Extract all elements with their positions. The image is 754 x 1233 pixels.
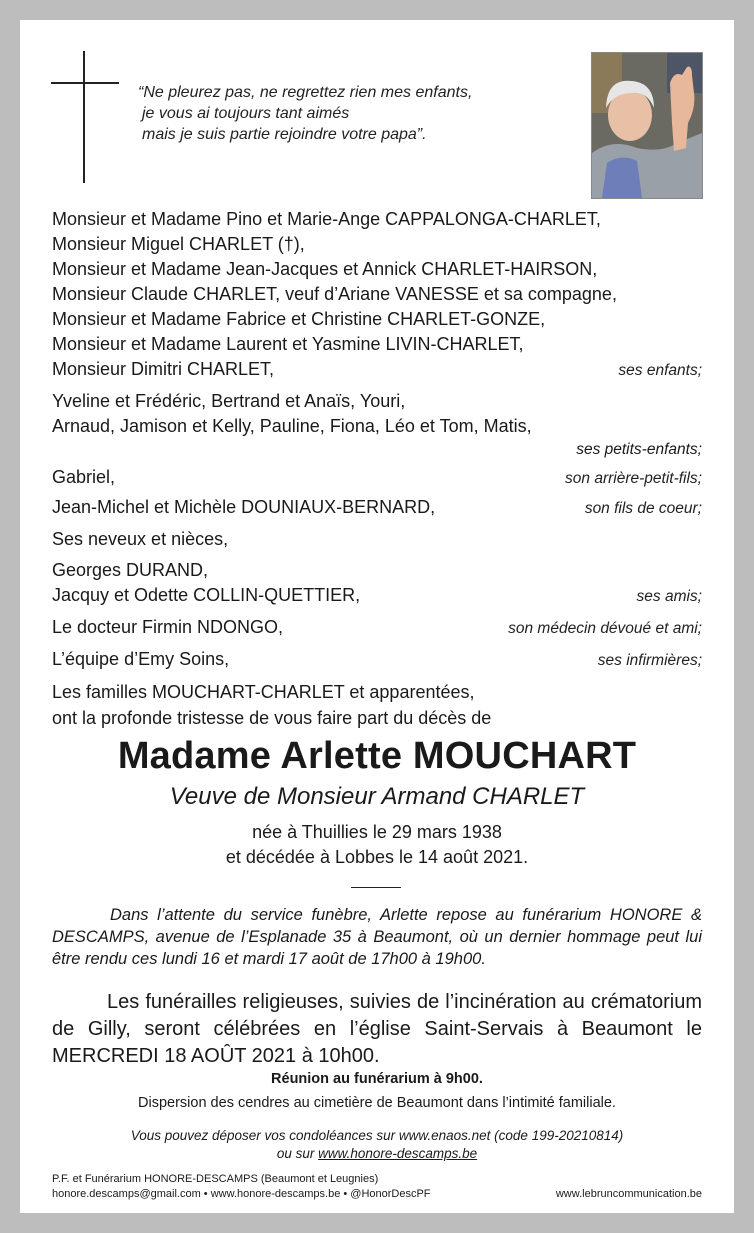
list-item: Monsieur Miguel CHARLET (†), xyxy=(52,234,305,254)
list-item: Monsieur et Madame Pino et Marie-Ange CAPPALONGA-CHARLET, xyxy=(52,209,601,229)
list-item: Jean-Michel et Michèle DOUNIAUX-BERNARD, son fils de coeur; xyxy=(52,495,702,521)
list-item: Monsieur et Madame Jean-Jacques et Annick CHARLET-HAIRSON, xyxy=(52,259,598,279)
role-label: ses infirmières; xyxy=(597,652,702,669)
list-item: Monsieur et Madame Fabrice et Christine CHARLET-GONZE, xyxy=(52,309,546,329)
family-list xyxy=(52,207,702,731)
obituary-card xyxy=(20,20,734,1213)
viewing-paragraph: Dans l’attente du service funèbre, Arlette repose au funérarium HONORE & DESCAMPS, avenue de l’Esplanade 35 à Beaumont, où un dernier hommage peut lui être rendu ces lundi 16 et mardi 17 août de 17h00 à 19h00. xyxy=(52,906,702,968)
list-item: Yveline et Frédéric, Bertrand et Anaïs, Youri, xyxy=(52,391,406,411)
portrait-photo xyxy=(591,52,703,199)
list-item: Monsieur Claude CHARLET, veuf d’Ariane VANESSE et sa compagne, xyxy=(52,284,617,304)
service-paragraph: Les funérailles religieuses, suivies de l’incinération au crématorium de Gilly, seront célébrées en l’église Saint-Servais à Beaumont le MERCREDI 18 AOÛT 2021 à 10h00. xyxy=(52,991,702,1067)
birth-line: née à Thuillies le 29 mars 1938 xyxy=(252,822,502,842)
quote-line: je vous ai toujours tant aimés xyxy=(142,105,350,122)
death-line: et décédée à Lobbes le 14 août 2021. xyxy=(225,847,529,867)
list-item: Jacquy et Odette COLLIN-QUETTIER, ses amis; xyxy=(52,583,702,609)
footer-credit: www.lebruncommunication.be xyxy=(555,1188,702,1200)
list-item: L’équipe d’Emy Soins, ses infirmières; xyxy=(52,647,702,673)
list-item: Georges DURAND, xyxy=(52,560,209,580)
role-label: ses enfants; xyxy=(618,362,702,379)
widow-of: Veuve de Monsieur Armand CHARLET xyxy=(169,783,585,810)
condolences xyxy=(20,1127,734,1163)
footer xyxy=(52,1172,702,1202)
list-item: Les familles MOUCHART-CHARLET et apparentées, xyxy=(52,682,475,702)
portrait-image xyxy=(592,53,702,198)
quote xyxy=(138,82,472,145)
website-link[interactable]: www.honore-descamps.be xyxy=(318,1146,478,1161)
announcement: ont la profonde tristesse de vous faire part du décès de xyxy=(52,708,492,728)
list-item: Arnaud, Jamison et Kelly, Pauline, Fiona, Léo et Tom, Matis, xyxy=(52,416,532,436)
list-item: Le docteur Firmin NDONGO, son médecin dévoué et ami; xyxy=(52,615,702,641)
divider xyxy=(351,887,401,888)
list-item: Monsieur et Madame Laurent et Yasmine LIVIN-CHARLET, xyxy=(52,334,524,354)
role-label: ses amis; xyxy=(636,588,702,605)
deceased-name: Madame Arlette MOUCHART xyxy=(117,735,637,777)
condolences-line: Vous pouvez déposer vos condoléances sur www.enaos.net (code 199-20210814) xyxy=(130,1128,624,1143)
birth-death-dates xyxy=(20,820,734,870)
quote-line: “Ne pleurez pas, ne regrettez rien mes enfants, xyxy=(138,84,473,101)
list-item: Monsieur Dimitri CHARLET, ses enfants; xyxy=(52,357,702,383)
quote-line: mais je suis partie rejoindre votre papa”. xyxy=(142,126,427,143)
footer-company: P.F. et Funérarium HONORE-DESCAMPS (Beaumont et Leugnies) xyxy=(52,1173,379,1185)
cross-icon-bar xyxy=(51,82,119,84)
footer-contacts: honore.descamps@gmail.com • www.honore-descamps.be • @HonorDescPF xyxy=(52,1188,431,1200)
meeting-note: Réunion au funérarium à 9h00. xyxy=(271,1071,483,1087)
role-label: son fils de coeur; xyxy=(584,500,702,517)
cross-icon xyxy=(83,51,85,183)
role-label: ses petits-enfants; xyxy=(576,441,702,458)
role-label: son médecin dévoué et ami; xyxy=(508,620,702,637)
list-item: Gabriel, son arrière-petit-fils; xyxy=(52,465,702,491)
list-item: Ses neveux et nièces, xyxy=(52,529,229,549)
condolences-line-2: ou sur www.honore-descamps.be xyxy=(276,1146,478,1161)
role-label: son arrière-petit-fils; xyxy=(565,470,702,487)
dispersion-note: Dispersion des cendres au cimetière de Beaumont dans l’intimité familiale. xyxy=(138,1095,616,1111)
